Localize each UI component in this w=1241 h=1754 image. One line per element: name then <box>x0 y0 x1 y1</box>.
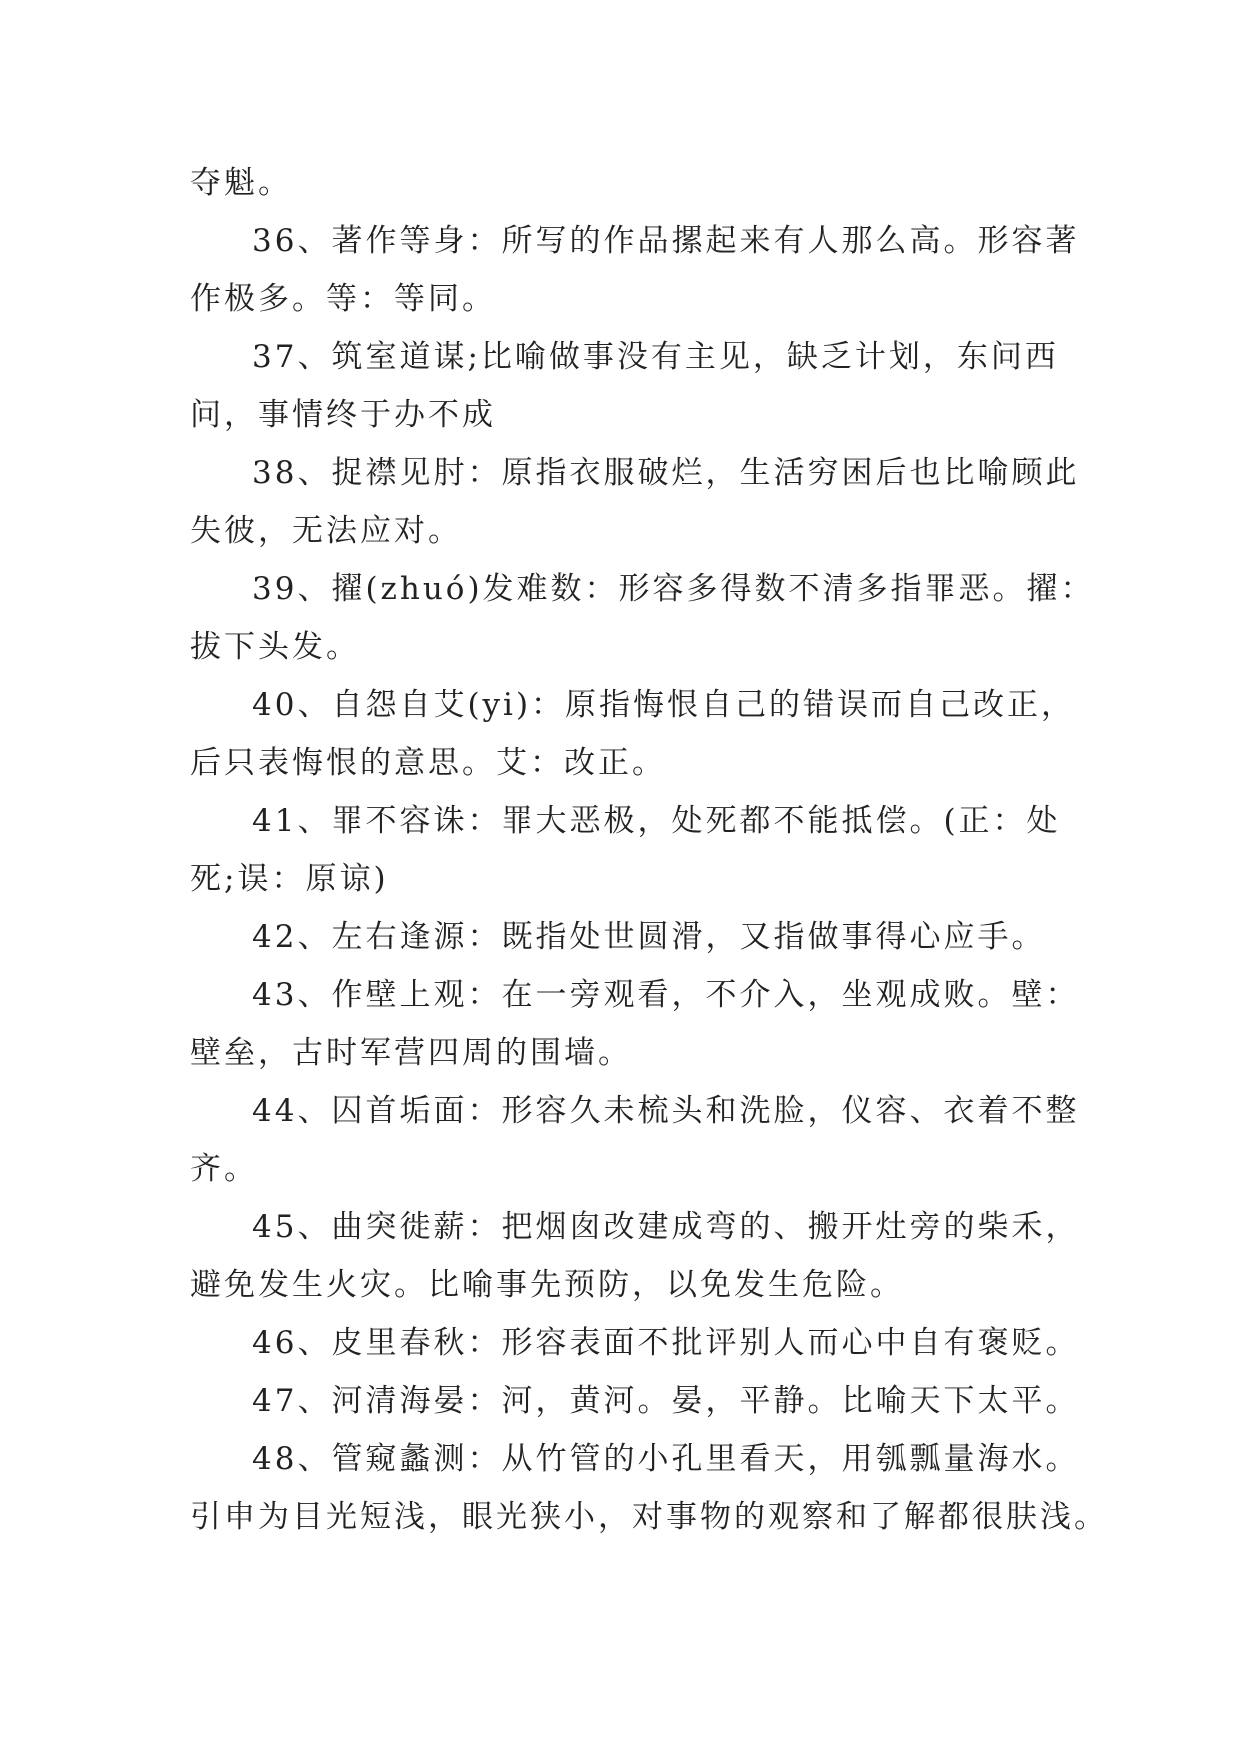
text-line: 37、筑室道谋;比喻做事没有主见，缺乏计划，东问西 <box>252 339 1059 375</box>
text-line: 问，事情终于办不成 <box>190 397 496 433</box>
text-line: 45、曲突徙薪：把烟囱改建成弯的、搬开灶旁的柴禾， <box>252 1209 1080 1245</box>
text-line: 47、河清海晏：河，黄河。晏，平静。比喻天下太平。 <box>252 1383 1080 1419</box>
text-line: 39、擢(zhuó)发难数：形容多得数不清多指罪恶。擢： <box>252 571 1095 607</box>
text-line: 死;误：原谅) <box>190 861 389 897</box>
text-line: 48、管窥蠡测：从竹管的小孔里看天，用瓠瓢量海水。 <box>252 1441 1080 1477</box>
text-line: 38、捉襟见肘：原指衣服破烂，生活穷困后也比喻顾此 <box>252 455 1080 491</box>
text-line: 壁垒，古时军营四周的围墙。 <box>190 1035 632 1071</box>
text-line: 44、囚首垢面：形容久未梳头和洗脸，仪容、衣着不整 <box>252 1093 1080 1129</box>
text-line: 齐。 <box>190 1151 258 1187</box>
text-line: 43、作壁上观：在一旁观看，不介入，坐观成败。壁： <box>252 977 1080 1013</box>
text-line: 42、左右逢源：既指处世圆滑，又指做事得心应手。 <box>252 919 1046 955</box>
text-line: 46、皮里春秋：形容表面不批评别人而心中自有褒贬。 <box>252 1325 1080 1361</box>
text-line: 拔下头发。 <box>190 629 360 665</box>
text-line: 引申为目光短浅，眼光狭小，对事物的观察和了解都很肤浅。 <box>190 1499 1108 1535</box>
text-line: 后只表悔恨的意思。艾：改正。 <box>190 745 666 781</box>
text-line: 避免发生火灾。比喻事先预防，以免发生危险。 <box>190 1267 904 1303</box>
text-line: 作极多。等：等同。 <box>190 281 496 317</box>
text-line: 失彼，无法应对。 <box>190 513 462 549</box>
text-line: 40、自怨自艾(yi)：原指悔恨自己的错误而自己改正， <box>252 687 1076 723</box>
text-line: 36、著作等身：所写的作品摞起来有人那么高。形容著 <box>252 223 1080 259</box>
document-text <box>190 154 1108 1546</box>
text-line: 41、罪不容诛：罪大恶极，处死都不能抵偿。(正：处 <box>252 803 1061 839</box>
text-line: 夺魁。 <box>190 165 292 201</box>
